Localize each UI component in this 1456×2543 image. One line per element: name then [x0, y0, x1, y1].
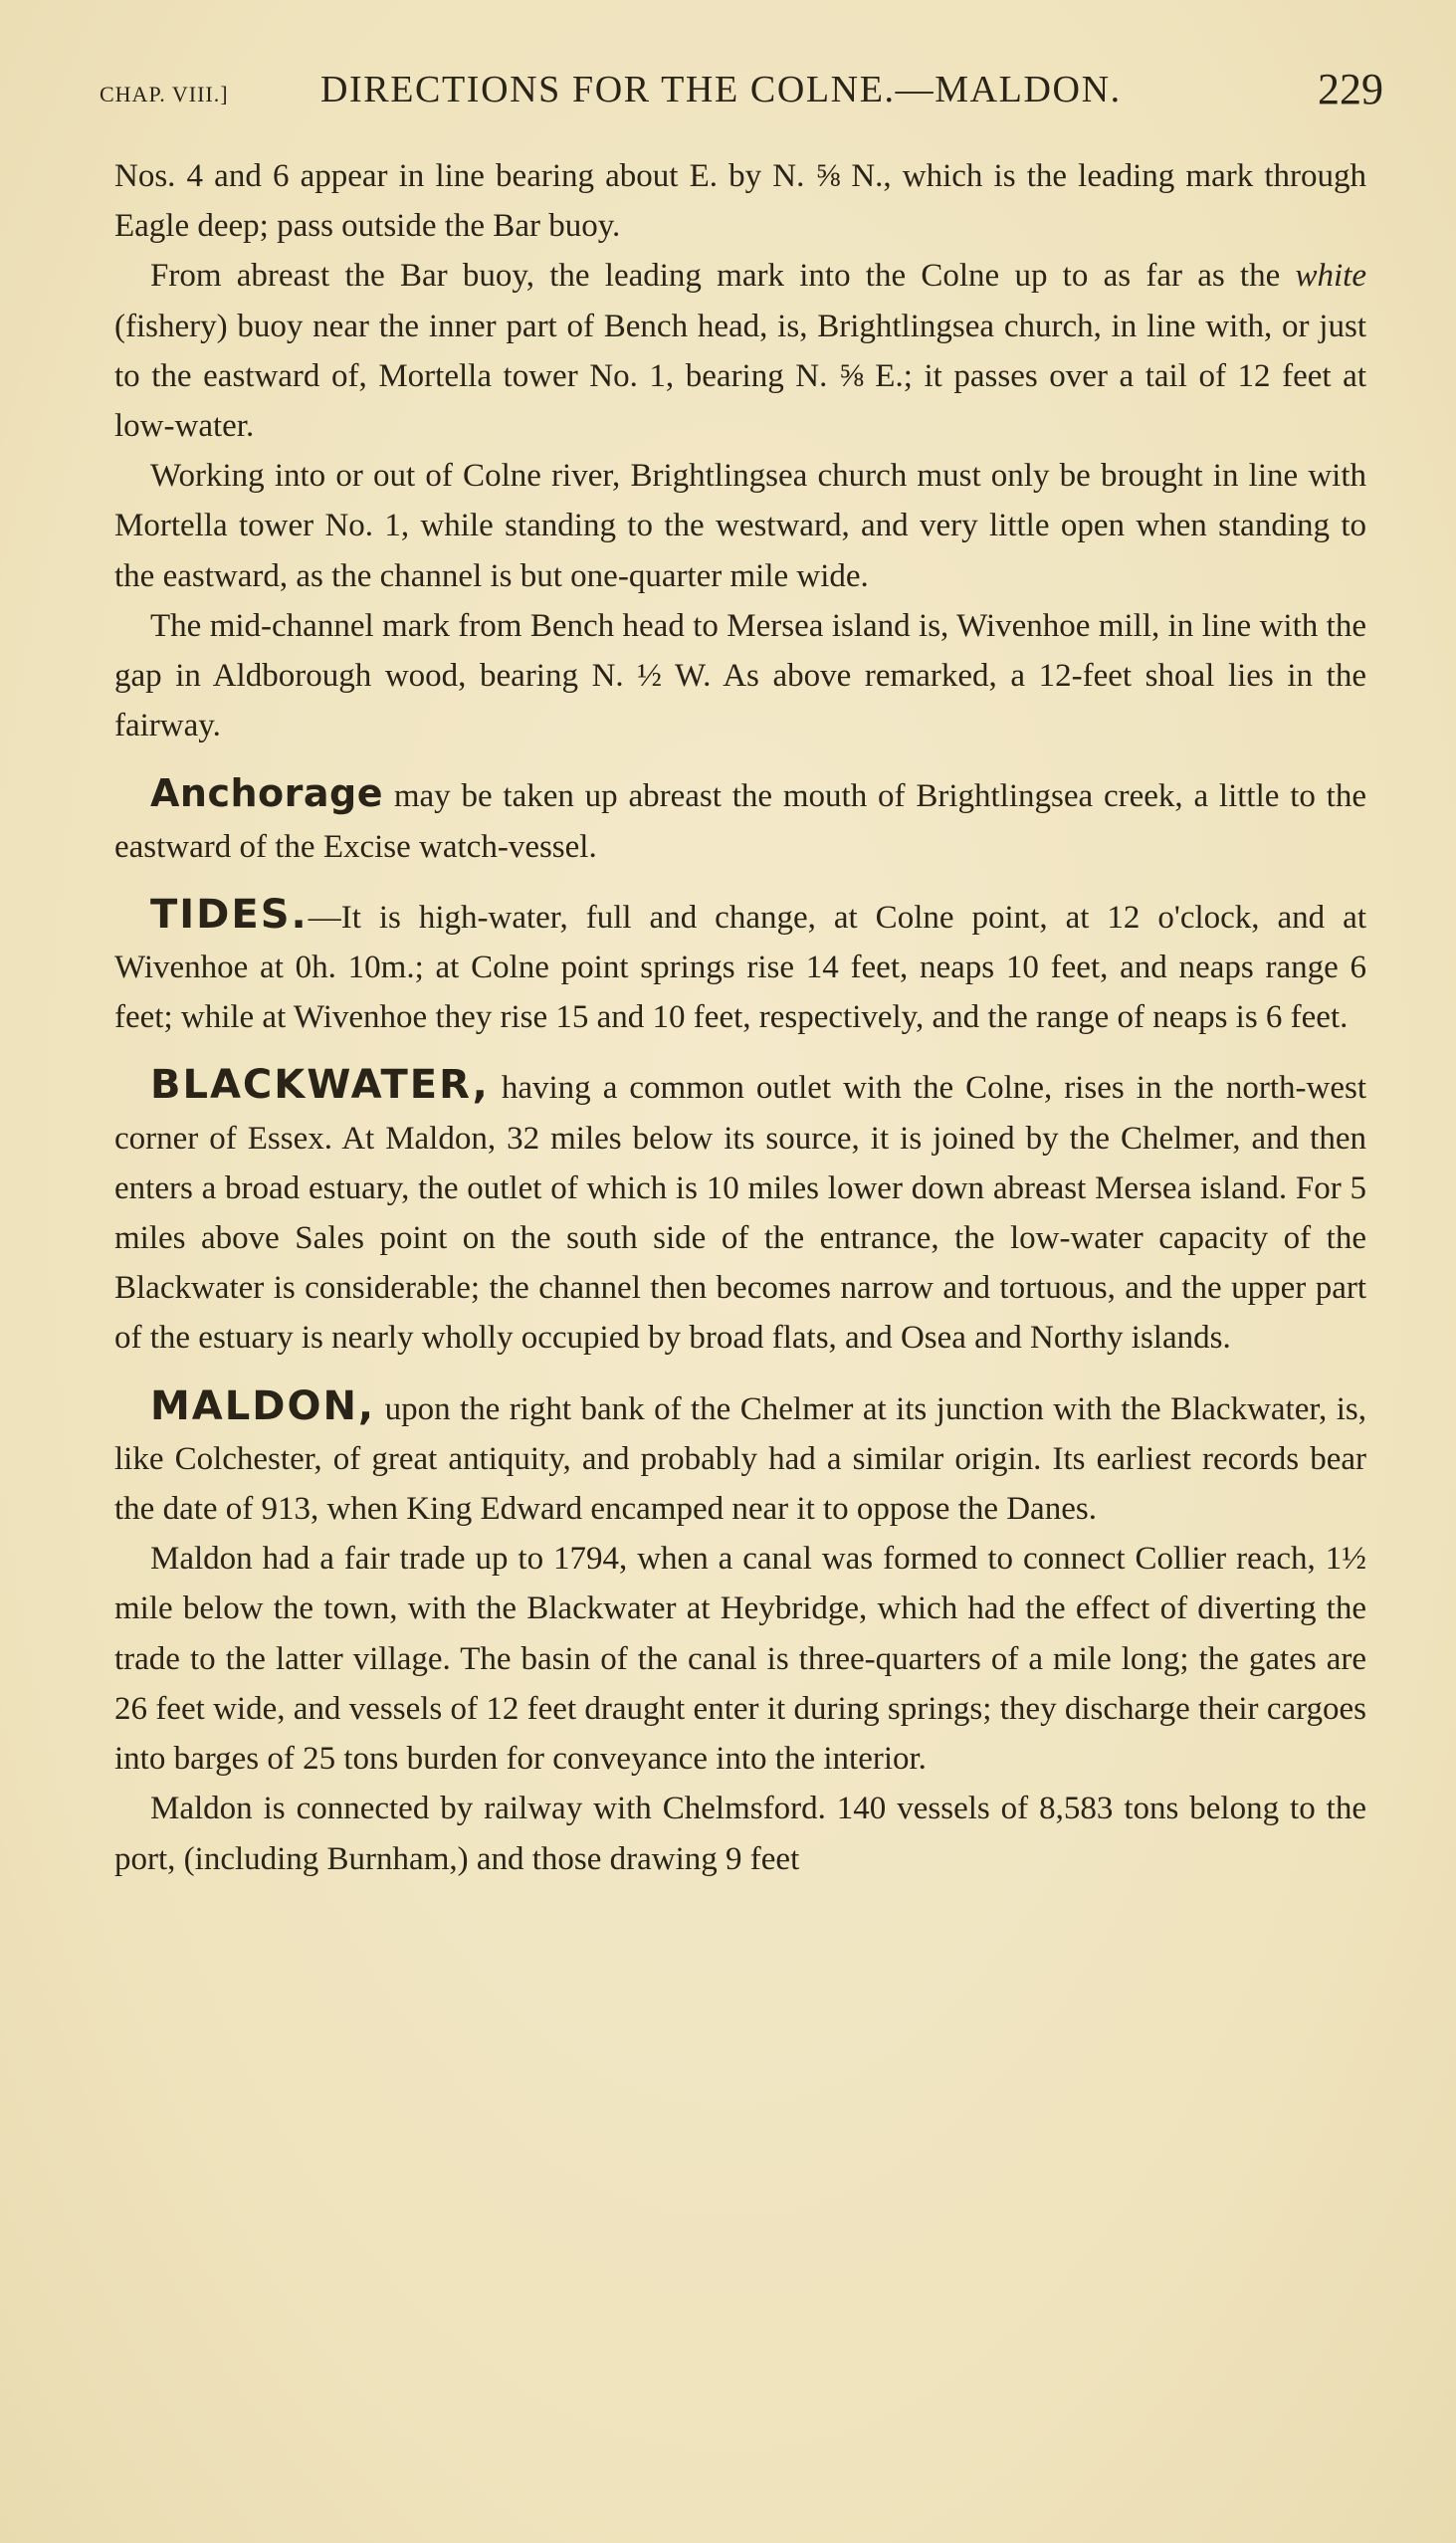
section-heading-tides: TIDES.: [150, 891, 309, 938]
chapter-label: CHAP. VIII.]: [100, 82, 229, 106]
running-title: DIRECTIONS FOR THE COLNE.—MALDON.: [320, 69, 1122, 110]
paragraph-maldon-railway: Maldon is connected by railway with Chelmsford. 140 vessels of 8,583 tons belong to the port, (including Burnham,) and those drawing 9 feet: [114, 1791, 1366, 1877]
section-blackwater: [114, 1060, 1366, 1363]
section-maldon: [114, 1381, 1366, 1535]
running-head: [100, 62, 1383, 111]
section-heading-maldon: MALDON,: [150, 1382, 376, 1429]
body-text: [114, 151, 1366, 1884]
paragraph-text: (fishery) buoy near the inner part of Bench head, is, Brightlingsea church, in line with, or just to the eastward of, Mortella tower No. 1, bearing N. ⅝ E.; it passes over a tail of 12 feet at low-water.: [114, 308, 1366, 445]
paragraph-text: upon the right bank of the Chelmer at its junction with the Blackwater, is, like Colchester, of great antiquity, and probably had a similar origin. Its earliest records bear the date of 913, when King Edward encamped near it to oppose the Danes.: [114, 1390, 1366, 1528]
paragraph-text: From abreast the Bar buoy, the leading mark into the Colne up to as far as the: [150, 258, 1296, 295]
paragraph-working-colne: Working into or out of Colne river, Brightlingsea church must only be brought in line with Mortella tower No. 1, while standing to the westward, and very little open when standing to the eastward, as the channel is but one-quarter mile wide.: [114, 458, 1366, 594]
paragraph-text: may be taken up abreast the mouth of Brightlingsea creek, a little to the eastward of the Excise watch-vessel.: [114, 778, 1366, 865]
paragraph-text: —It is high-water, full and change, at Colne point, at 12 o'clock, and at Wivenhoe at 0h. 10m.; at Colne point springs rise 14 feet, neaps 10 feet, and neaps range 6 feet; while at Wivenhoe they rise 15 and 10 feet, respectively, and the range of neaps is 6 feet.: [114, 899, 1366, 1036]
paragraph-mid-channel: The mid-channel mark from Bench head to Mersea island is, Wivenhoe mill, in line with the gap in Aldborough wood, bearing N. ½ W. As above remarked, a 12-feet shoal lies in the fairway.: [114, 607, 1366, 744]
paragraph-leading-mark-colne: [114, 251, 1366, 451]
paragraph-maldon-trade: Maldon had a fair trade up to 1794, when a canal was formed to connect Collier reach, 1½ mile below the town, with the Blackwater at Heybridge, which had the effect of diverting the trade to the latter village. The basin of the canal is three-quarters of a mile long; the gates are 26 feet wide, and vessels of 12 feet draught enter it during springs; they discharge their cargoes into barges of 25 tons burden for conveyance into the interior.: [114, 1541, 1366, 1778]
page-number: 229: [1318, 65, 1383, 113]
paragraph-text: having a common outlet with the Colne, rises in the north-west corner of Essex. At Maldon, 32 miles below its source, it is joined by the Chelmer, and then enters a broad estuary, the outlet of which is 10 miles lower down abreast Mersea island. For 5 miles above Sales point on the south side of the entrance, the low-water capacity of the Blackwater is considerable; the channel then becomes narrow and tortuous, and the upper part of the estuary is nearly wholly occupied by broad flats, and Osea and Northy islands.: [114, 1070, 1366, 1357]
paragraph-eagle-deep: Nos. 4 and 6 appear in line bearing about E. by N. ⅝ N., which is the leading mark through Eagle deep; pass outside the Bar buoy.: [114, 158, 1366, 245]
section-anchorage: [114, 768, 1366, 871]
section-tides: [114, 890, 1366, 1043]
section-heading-blackwater: BLACKWATER,: [150, 1062, 490, 1109]
section-heading-anchorage: Anchorage: [150, 771, 384, 816]
italic-word: white: [1295, 258, 1366, 295]
